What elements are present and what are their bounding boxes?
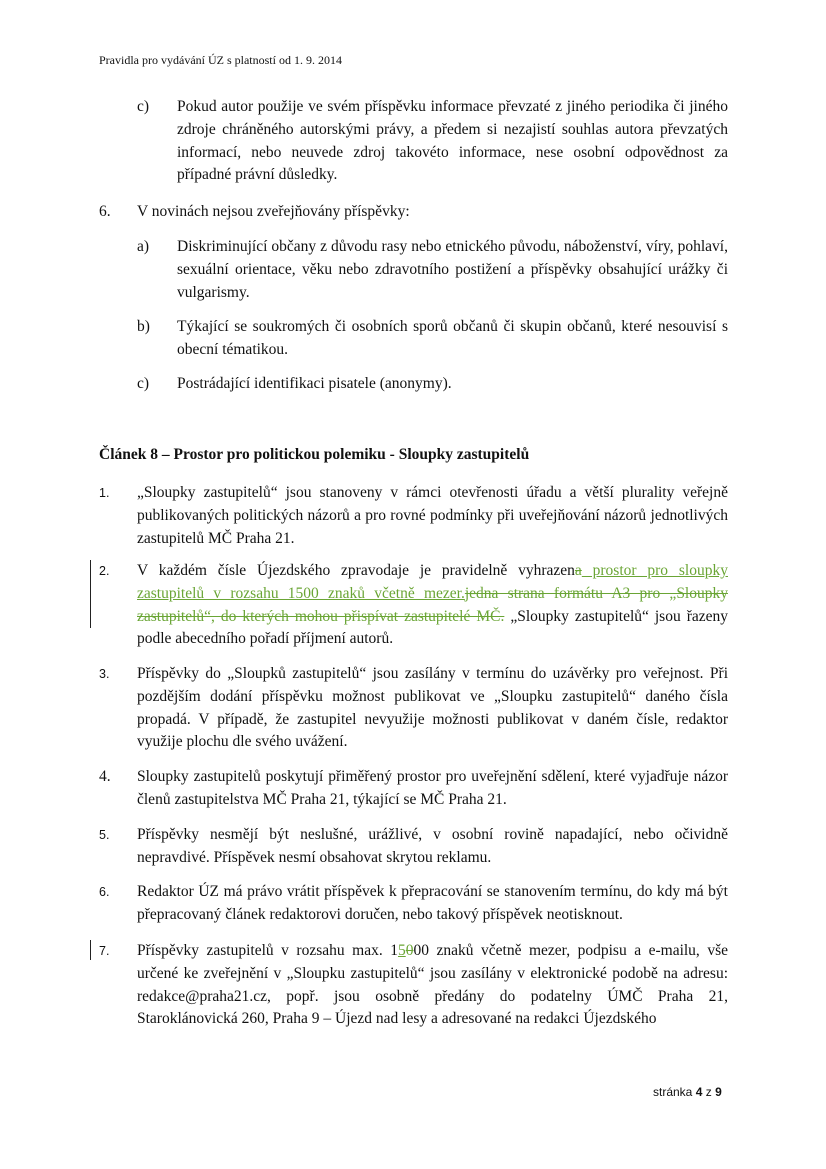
item-marker: b) bbox=[137, 318, 150, 335]
paragraph: Pokud autor použije ve svém příspěvku informace převzaté z jiného periodika či jiného zdroje chráněného autorskými právy, a předem si nezajistí souhlas autora převzatých informací, nebo neuvede zdroj takovéto informace, nese osobní odpovědnost za případné právní důsledky. bbox=[177, 98, 728, 184]
inserted-text: prostor pro sloupky zastupitelů v rozsahu 1500 znaků včetně mezer. bbox=[137, 562, 728, 602]
inserted-text: 5 bbox=[397, 942, 406, 959]
item-marker: 4. bbox=[99, 768, 111, 785]
paragraph: Týkající se soukromých či osobních sporů občanů či skupin občanů, které nesouvisí s obecní tématikou. bbox=[177, 318, 728, 358]
item-marker: a) bbox=[137, 238, 150, 255]
item-marker: 6. bbox=[99, 203, 111, 220]
item-marker: 6. bbox=[99, 885, 110, 899]
text: 00 znaků včetně mezer, podpisu a e-mailu, vše určené ke zveřejnění v „Sloupku zastupitelů“ jsou zasílány v elektronické podobě na adresu: redakce@praha21.cz, popř. jsou osobně předány do podatelny ÚMČ Praha 21, Staroklánovická 260, Praha 9 – Újezd nad lesy a adresované na redakci Újezdského bbox=[137, 942, 728, 1028]
paragraph: Sloupky zastupitelů poskytují přiměřený prostor pro uveřejnění sdělení, které vyjadřuje názor členů zastupitelstva MČ Praha 21, týkající se MČ Praha 21. bbox=[137, 768, 728, 808]
deleted-text: jedna strana formátu A3 pro „Sloupky zastupitelů“, do kterých mohou přispívat zastupitelé MČ. bbox=[137, 584, 728, 625]
text: Příspěvky zastupitelů v rozsahu max. 1 bbox=[137, 942, 398, 959]
item-marker: c) bbox=[137, 98, 150, 115]
item-marker: 7. bbox=[99, 944, 110, 958]
item-marker: 1. bbox=[99, 486, 110, 500]
item-marker: c) bbox=[137, 375, 150, 392]
paragraph: „Sloupky zastupitelů“ jsou stanoveny v rámci otevřenosti úřadu a větší plurality veřejně publikovaných politických názorů a pro rovné podmínky při uveřejňování názorů jednotlivých zastupitelů MČ Praha 21. bbox=[137, 484, 728, 547]
page-total: 9 bbox=[715, 1085, 722, 1099]
paragraph-with-revisions bbox=[137, 560, 728, 651]
paragraph: Příspěvky do „Sloupků zastupitelů“ jsou zasílány v termínu do uzávěrky pro veřejnost. Při pozdějším dodání příspěvku možnost publikovat ve „Sloupku zastupitelů“ daného čísla propadá. V případě, že zastupitel nevyužije možnosti publikovat v daném čísle, redaktor využije plochu dle svého uvážení. bbox=[137, 665, 728, 751]
deleted-text: 0 bbox=[405, 942, 414, 959]
article-heading: Článek 8 – Prostor pro politickou polemiku - Sloupky zastupitelů bbox=[99, 446, 530, 463]
paragraph: Postrádající identifikaci pisatele (anonymy). bbox=[177, 375, 452, 392]
footer-label: stránka bbox=[653, 1085, 693, 1099]
item-marker: 3. bbox=[99, 667, 110, 681]
change-bar bbox=[90, 940, 91, 960]
paragraph: Diskriminující občany z důvodu rasy nebo etnického původu, náboženství, víry, pohlaví, sexuální orientace, věku nebo zdravotního postižení a příspěvky obsahující urážky či vulgarismy. bbox=[177, 238, 728, 301]
page-footer bbox=[653, 1085, 722, 1099]
deleted-text: a bbox=[574, 562, 582, 579]
text: „Sloupky zastupitelů“ jsou řazeny podle abecedního pořadí příjmení autorů. bbox=[137, 607, 728, 648]
page-header: Pravidla pro vydávání ÚZ s platností od 1. 9. 2014 bbox=[99, 53, 342, 67]
item-marker: 5. bbox=[99, 828, 110, 842]
change-bar bbox=[90, 560, 91, 628]
paragraph-with-revisions bbox=[137, 940, 728, 1031]
footer-of: z bbox=[705, 1085, 712, 1099]
text: V každém čísle Újezdského zpravodaje je pravidelně vyhrazen bbox=[137, 562, 575, 579]
item-marker: 2. bbox=[99, 564, 110, 578]
paragraph: V novinách nejsou zveřejňovány příspěvky: bbox=[137, 203, 410, 220]
paragraph: Příspěvky nesmějí být neslušné, urážlivé, v osobní rovině napadající, nebo očividně nepravdivé. Příspěvek nesmí obsahovat skrytou reklamu. bbox=[137, 826, 728, 866]
page-number: 4 bbox=[695, 1085, 703, 1099]
paragraph: Redaktor ÚZ má právo vrátit příspěvek k přepracování se stanovením termínu, do kdy má být přepracovaný článek redaktorovi doručen, nebo takový příspěvek neotisknout. bbox=[137, 883, 728, 923]
